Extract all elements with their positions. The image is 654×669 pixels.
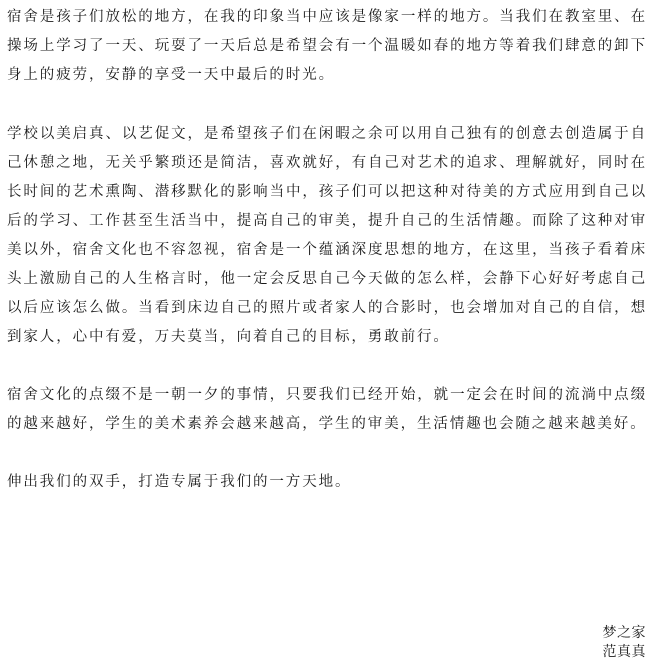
signature-group-name: 梦之家 [602, 625, 646, 641]
signature-author-name: 范真真 [602, 644, 646, 660]
paragraph-dorm-culture: 宿舍文化的点缀不是一朝一夕的事情，只要我们已经开始，就一定会在时间的流淌中点缀的越来越好，学生的美术素养会越来越高，学生的审美，生活情趣也会随之越来越美好。 [7, 387, 647, 432]
signature-block [603, 624, 647, 662]
paragraph-intro: 宿舍是孩子们放松的地方，在我的印象当中应该是像家一样的地方。当我们在教室里、在操场上学习了一天、玩耍了一天后总是希望会有一个温暖如春的地方等着我们肆意的卸下身上的疲劳，安静的享受一天中最后的时光。 [7, 9, 647, 83]
document-body [7, 0, 647, 497]
paragraph-closing: 伸出我们的双手，打造专属于我们的一方天地。 [7, 474, 352, 490]
paragraph-school-philosophy: 学校以美启真、以艺促文，是希望孩子们在闲暇之余可以用自己独有的创意去创造属于自己休憩之地，无关乎繁琐还是简洁，喜欢就好，有自己对艺术的追求、理解就好，同时在长时间的艺术熏陶、潜移默化的影响当中，孩子们可以把这种对待美的方式应用到自己以后的学习、工作甚至生活当中，提高自己的审美，提升自己的生活情趣。而除了这种对审美以外，宿舍文化也不容忽视，宿舍是一个蕴涵深度思想的地方，在这里，当孩子看着床头上激励自己的人生格言时，他一定会反思自己今天做的怎么样，会静下心好好考虑自己以后应该怎么做。当看到床边自己的照片或者家人的合影时，也会增加对自己的自信，想到家人，心中有爱，万夫莫当，向着自己的目标，勇敢前行。 [7, 126, 647, 345]
